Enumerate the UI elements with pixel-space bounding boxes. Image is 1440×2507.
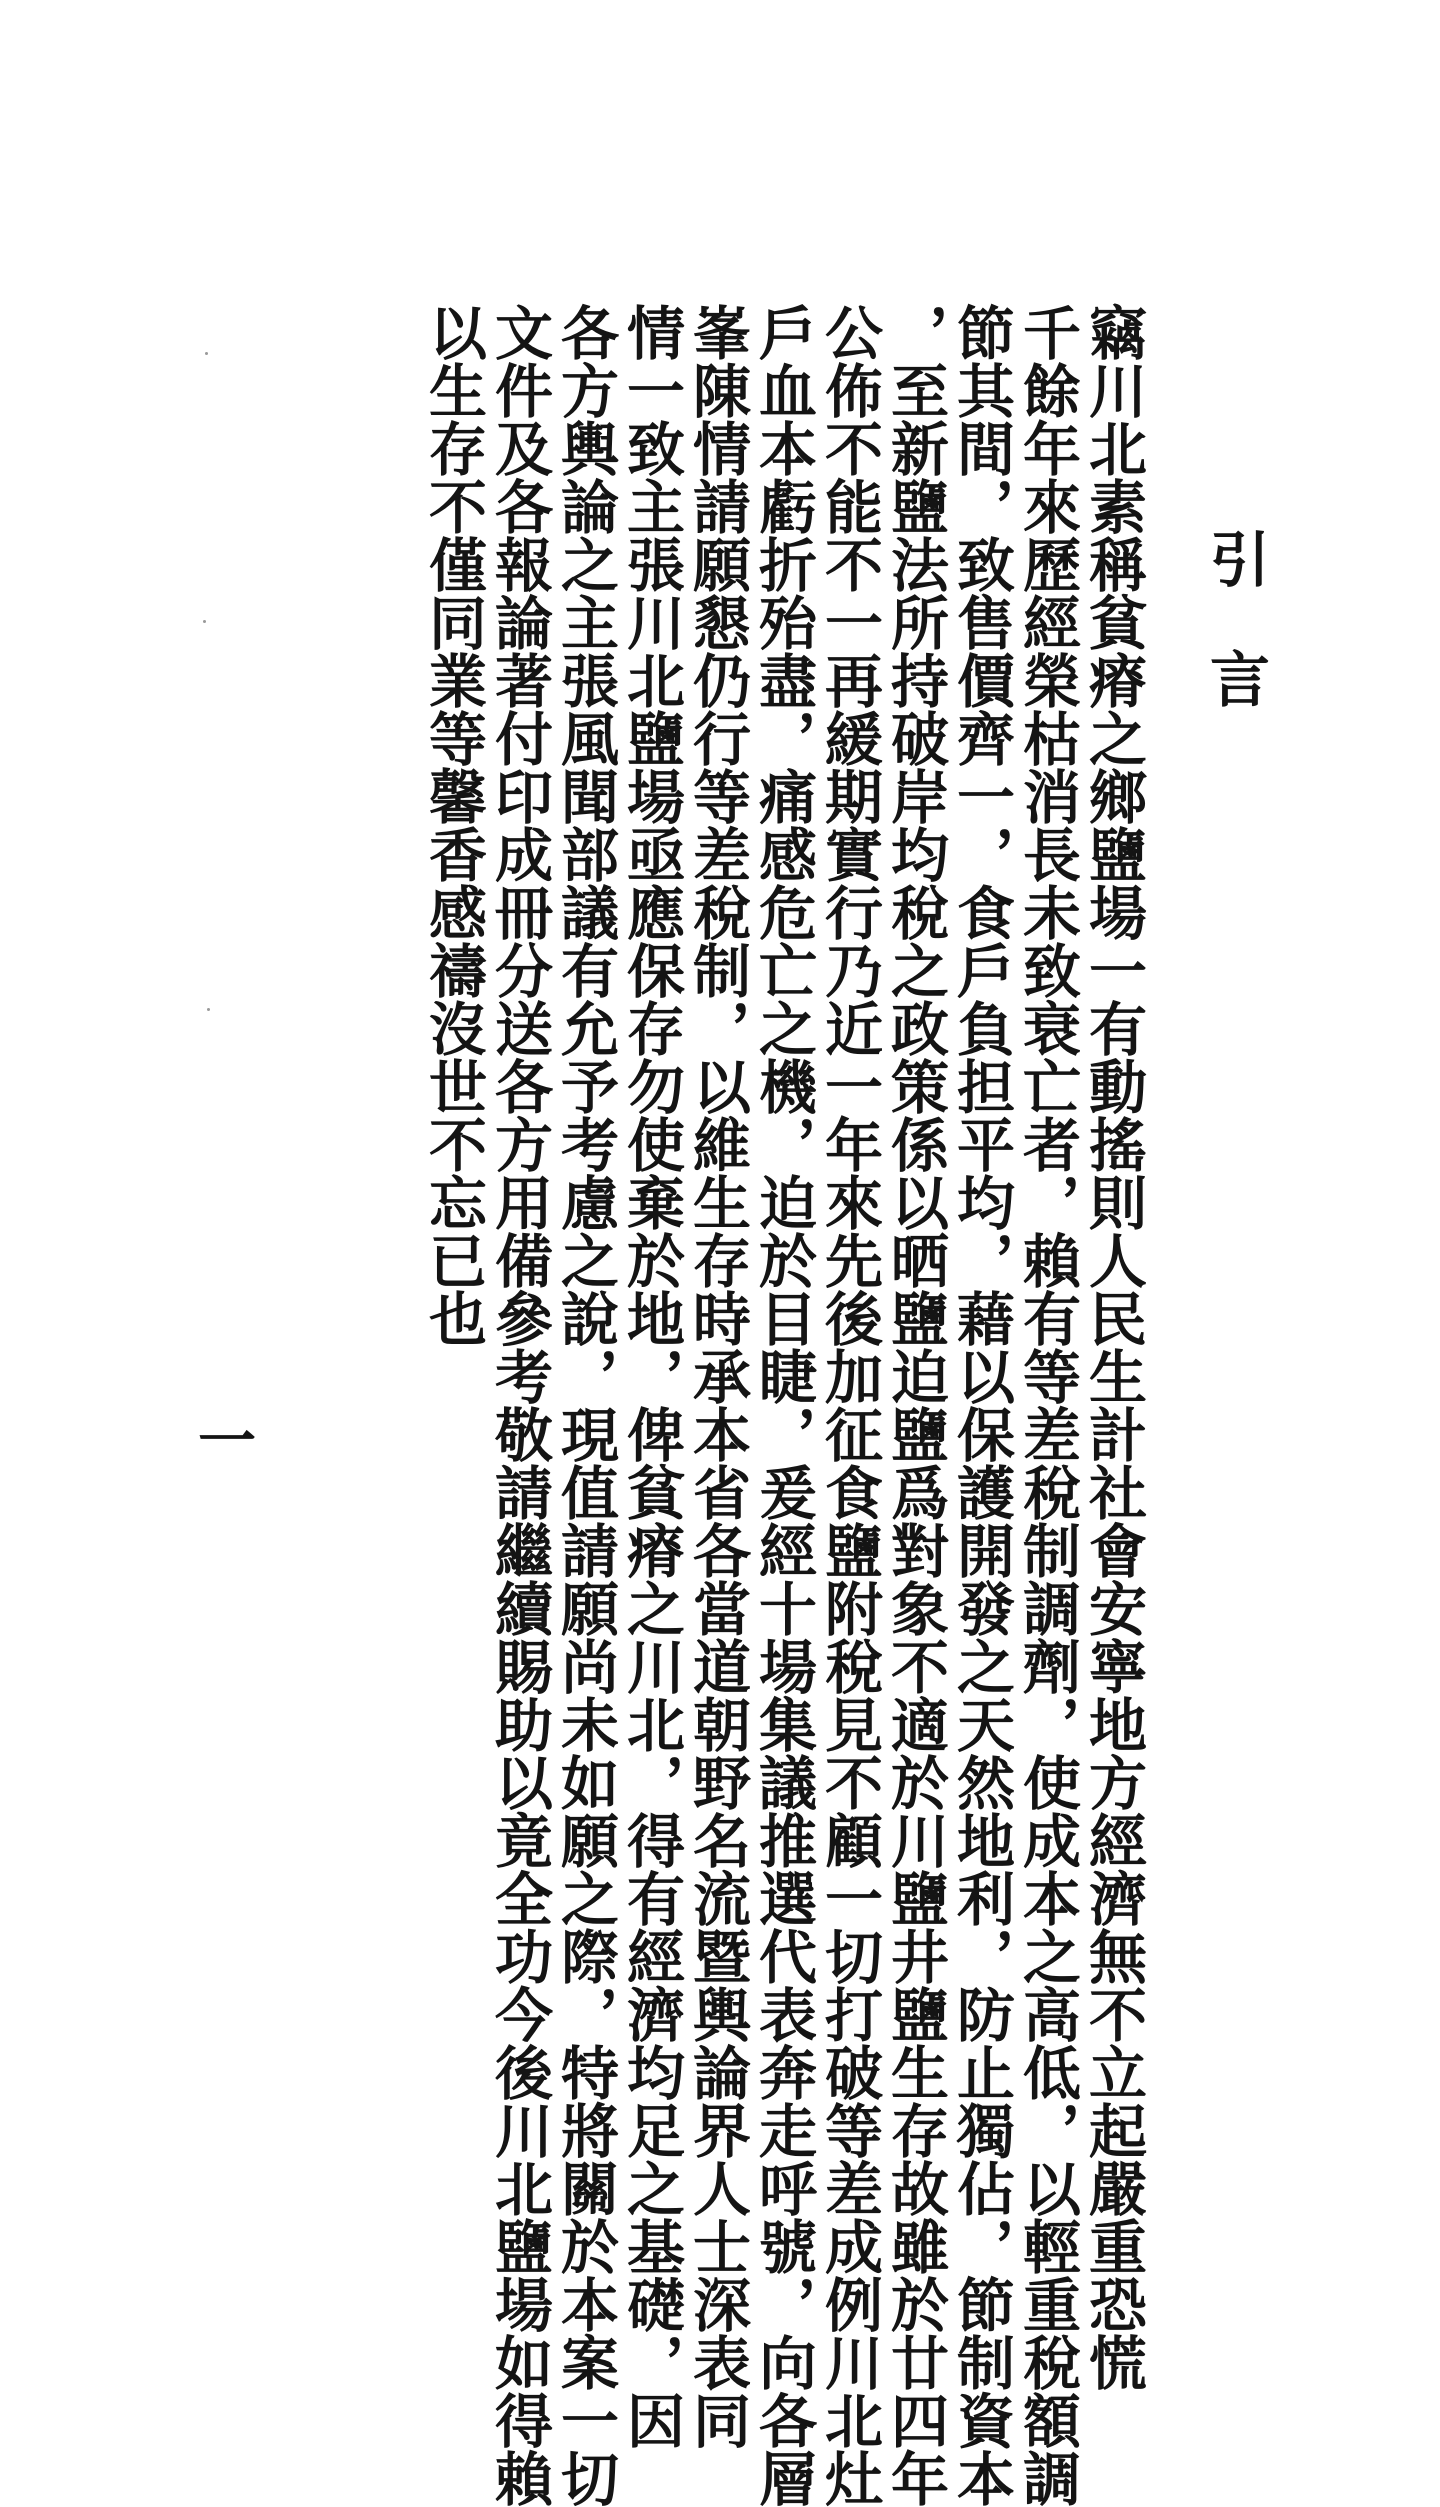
scan-speck	[205, 352, 208, 355]
text-column: 以生存不僅同業等馨香感禱沒世不忘已也	[419, 303, 487, 1347]
page-number: 一	[188, 1410, 256, 1468]
text-column: 公佈不能不一再緩期實行乃近一年來先後加征食鹽附稅見不顧一切打破等差成例川北灶	[815, 303, 883, 2507]
scan-speck	[203, 620, 206, 623]
text-column: 戶血本虧折殆盡，痛感危亡之機，迫於目睫，爰經十場集議推選代表奔走呼號，向各層	[749, 303, 817, 2507]
text-column: 節其間，致售價齊一，食戶負担平均，藉以保護開發之天然地利，防止獨佔，節制資本	[947, 303, 1015, 2507]
text-column: 文件及各報論著付印成冊分送各方用備參考敬請繼續賜助以竟全功今後川北鹽場如得賴	[485, 303, 553, 2507]
scan-speck	[207, 1008, 210, 1011]
text-column: 各方輿論之主張風聞部議有允予考慮之說，現值請願尚未如願之際，特將關於本案一切	[551, 303, 619, 2507]
text-column: 千餘年來歷經榮枯消長未致衰亡者，賴有等差稅制調劑，使成本之高低，以輕重稅額調	[1013, 303, 1081, 2507]
body-text	[419, 303, 1147, 2507]
page-title: 引言	[1200, 528, 1270, 768]
text-column: 竊川北素稱貧瘠之鄉鹽場一有動搖則人民生計社會安寧地方經濟無不立起嚴重恐慌	[1079, 303, 1147, 2391]
text-column: 峯陳情請願懇仍行等差稅制，以維生存時承本省各當道朝野名流暨輿論界人士深表同	[683, 303, 751, 2449]
text-column: ，至新鹽法所持破岸均稅之政策係以晒鹽迫鹽爲對象不適於川鹽井鹽生存故雖於廿四年	[881, 303, 949, 2507]
text-column: 情一致主張川北鹽場亟應保存勿使棄於地，俾貧瘠之川北，得有經濟均足之基礎，因	[617, 303, 685, 2449]
